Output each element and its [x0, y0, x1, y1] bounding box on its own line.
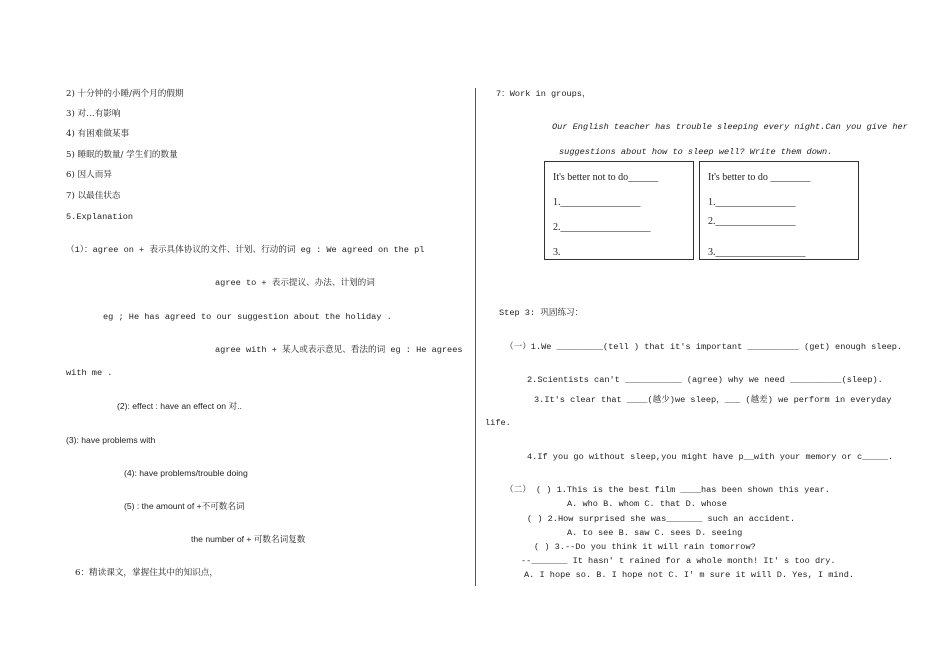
exercise-2-q2: ( ) 2.How surprised she was_______ such an accident. [527, 514, 796, 524]
exercise-2-q3: ( ) 3.--Do you think it will rain tomorrow? [534, 542, 756, 552]
exercise-2-q1: （二） ( ) 1.This is the best film ____has been shown this year. [505, 485, 830, 495]
box-item: 2.__________________ [553, 222, 651, 233]
box-title: It's better to do ________ [708, 172, 811, 183]
example-agree-to: eg ; He has agreed to our suggestion about the holiday . [103, 312, 392, 322]
exercise-1-item-2: 2.Scientists can't ___________ (agree) why we need __________(sleep). [527, 375, 883, 385]
exercise-1-item-1: （一）1.We _________(tell ) that it's important __________ (get) enough sleep. [505, 342, 903, 352]
task-6-text: 6：精读课文，掌握住其中的知识点， [75, 568, 218, 578]
exercise-2-q3-dialogue: --_______ It hasn' t rained for a whole month! It' s too dry. [521, 556, 836, 566]
task-7-heading: 7：Work in groups， [496, 89, 591, 99]
explanation-agree-to: agree to + 表示提议、办法、计划的词 [215, 278, 375, 288]
task-7-prompt: Our English teacher has trouble sleeping every night.Can you give her [552, 122, 908, 132]
explanation-number-of: the number of + 可数名词复数 [191, 534, 306, 544]
phrase-item-6: 6) 因人而异 [66, 170, 112, 180]
explanation-amount-of: (5) : the amount of +不可数名词 [124, 501, 245, 511]
phrase-item-4: 4) 有困难做某事 [66, 129, 130, 139]
exercise-2-q1-options: A. who B. whom C. that D. whose [567, 499, 727, 509]
box-item: 3.__________________ [708, 247, 806, 258]
phrase-item-5: 5) 睡眠的数量/ 学生们的数量 [66, 150, 178, 160]
explanation-agree-with: agree with + 某人或表示意见、看法的词 eg : He agrees [215, 345, 463, 355]
exercise-2-q2-options: A. to see B. saw C. sees D. seeing [567, 528, 743, 538]
exercise-2-q3-options: A. I hope so. B. I hope not C. I' m sure it will D. Yes, I mind. [524, 570, 855, 580]
phrase-item-7: 7) 以最佳状态 [66, 191, 121, 201]
phrase-item-3: 3) 对…有影响 [66, 109, 121, 119]
section-heading-explanation: 5.Explanation [66, 212, 134, 222]
exercise-1-item-3: 3.It's clear that ____(越少)we sleep，___ (越差) we perform in everyday [534, 395, 892, 405]
exercise-1-item-4: 4.If you go without sleep,you might have p__with your memory or c_____. [527, 452, 894, 462]
explanation-agree-with-cont: with me . [66, 368, 113, 378]
step-3-heading: Step 3: 巩固练习： [499, 308, 584, 318]
box-item: 1.________________ [708, 197, 796, 208]
explanation-have-problems-with: (3): have problems with [66, 435, 156, 445]
box-item: 3. [553, 247, 561, 258]
task-7-prompt-cont: suggestions about how to sleep well? Write them down. [559, 147, 833, 157]
suggestion-box-not-to-do [544, 161, 694, 260]
explanation-have-problems-doing: (4): have problems/trouble doing [124, 468, 248, 478]
suggestion-box-to-do [699, 161, 859, 260]
box-item: 1.________________ [553, 197, 641, 208]
explanation-agree-on: （1）：agree on + 表示具体协议的文件、计划、行动的词 eg : We agreed on the pl [66, 245, 425, 255]
exercise-1-item-3-cont: life. [485, 418, 511, 428]
phrase-item-2: 2) 十分钟的小睡/两个月的假期 [66, 89, 184, 99]
column-divider [475, 88, 476, 586]
box-item: 2.________________ [708, 216, 796, 227]
box-title: It's better not to do______ [553, 172, 659, 183]
explanation-effect: (2): effect : have an effect on 对.. [117, 401, 242, 411]
